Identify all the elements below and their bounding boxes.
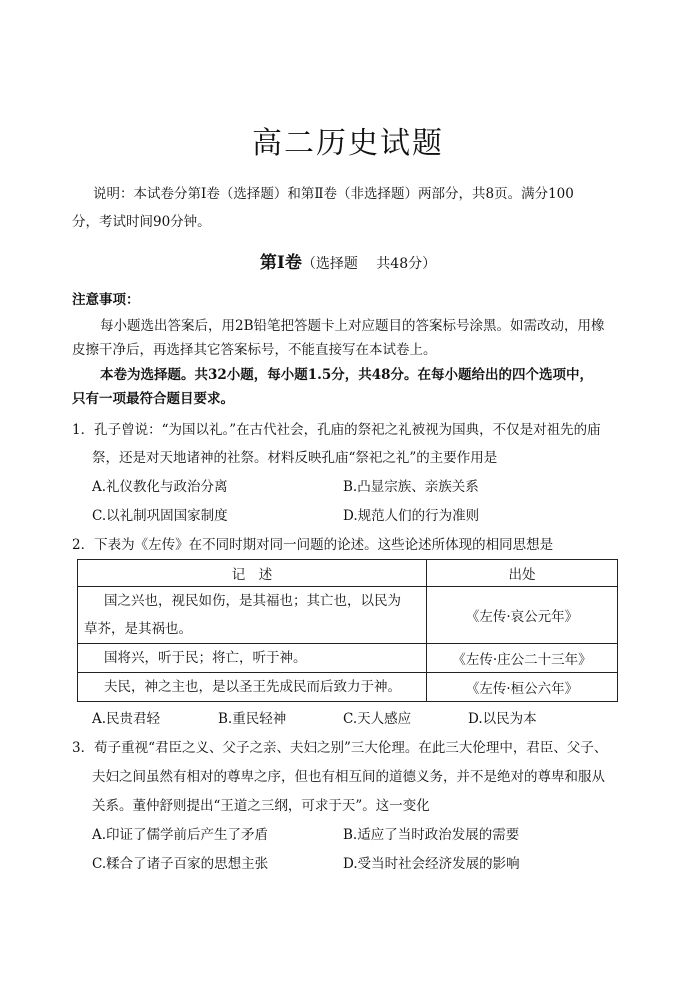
table-cell-text: [78, 644, 427, 673]
table-row: [78, 587, 618, 644]
table-header-text: 记 述: [78, 560, 427, 587]
q3-stem-line-1: 3．荀子重视“君臣之义、父子之亲、夫妇之别”三大伦理。在此三大伦理中，君臣、父子、: [72, 740, 608, 756]
part1-heading: [0, 248, 696, 273]
notice-line-2: 皮擦干净后，再选择其它答案标号，不能直接写在本试卷上。: [72, 342, 437, 358]
q2-option-a: A.民贵君轻: [92, 711, 161, 727]
q1-option-c: C.以礼制巩固国家制度: [92, 508, 228, 524]
q1-option-b: B.凸显宗族、亲族关系: [343, 479, 479, 495]
table-cell-source: 《左传·桓公六年》: [427, 673, 618, 702]
row3-text: 夫民，神之主也，是以圣王先成民而后致力于神。: [104, 679, 401, 695]
page-title: 高二历史试题: [252, 126, 444, 161]
intro-line-2: 分，考试时间90分钟。: [72, 214, 211, 230]
q2-option-d: D.以民为本: [468, 711, 537, 727]
q2-option-b: B.重民轻神: [218, 711, 287, 727]
table-cell-source: 《左传·哀公元年》: [427, 587, 618, 644]
q2-table: [77, 559, 618, 702]
q3-stem-line-3: 关系。董仲舒则提出“王道之三纲，可求于天”。这一变化: [92, 798, 430, 814]
q3-option-c: C.糅合了诸子百家的思想主张: [92, 856, 269, 872]
table-cell-source: 《左传·庄公二十三年》: [427, 644, 618, 673]
notice-line-4: 只有一项最符合题目要求。: [72, 391, 234, 407]
table-row: [78, 673, 618, 702]
row1-text-line-2: 草芥，是其祸也。: [84, 621, 192, 637]
q1-stem-line-2: 祭，还是对天地诸神的社祭。材料反映孔庙“祭祀之礼”的主要作用是: [92, 450, 498, 466]
table-row: [78, 644, 618, 673]
q1-stem-line-1: 1．孔子曾说：“为国以礼。”在古代社会，孔庙的祭祀之礼被视为国典，不仅是对祖先的庙: [72, 422, 601, 438]
notice-label: 注意事项：: [72, 292, 140, 308]
row1-text-line-1: 国之兴也，视民如伤，是其福也；其亡也，以民为: [104, 593, 401, 609]
part1-subtitle: （选择题 共48分）: [301, 256, 437, 272]
q1-option-a: A.礼仪教化与政治分离: [92, 479, 228, 495]
table-cell-text: [78, 587, 427, 644]
row2-text: 国将兴，听于民；将亡，听于神。: [104, 650, 307, 666]
notice-line-3: 本卷为选择题。共32小题，每小题1.5分，共48分。在每小题给出的四个选项中，: [100, 367, 594, 383]
part1-title: 第Ⅰ卷: [259, 253, 302, 273]
q3-option-d: D.受当时社会经济发展的影响: [343, 856, 520, 872]
q3-option-a: A.印证了儒学前后产生了矛盾: [92, 827, 269, 843]
table-cell-text: [78, 673, 427, 702]
q2-option-c: C.天人感应: [343, 711, 412, 727]
q3-stem-line-2: 夫妇之间虽然有相对的尊卑之序，但也有相互间的道德义务，并不是绝对的尊卑和服从: [92, 769, 605, 785]
q3-option-b: B.适应了当时政治发展的需要: [343, 827, 520, 843]
table-header-row: [78, 560, 618, 587]
q1-option-d: D.规范人们的行为准则: [343, 508, 480, 524]
q2-stem: 2．下表为《左传》在不同时期对同一问题的论述。这些论述所体现的相同思想是: [72, 537, 554, 553]
notice-line-1: 每小题选出答案后，用2B铅笔把答题卡上对应题目的答案标号涂黑。如需改动，用橡: [100, 318, 605, 334]
intro-line-1: 说明：本试卷分第Ⅰ卷（选择题）和第Ⅱ卷（非选择题）两部分，共8页。满分100: [93, 186, 574, 202]
table-header-source: 出处: [427, 560, 618, 587]
